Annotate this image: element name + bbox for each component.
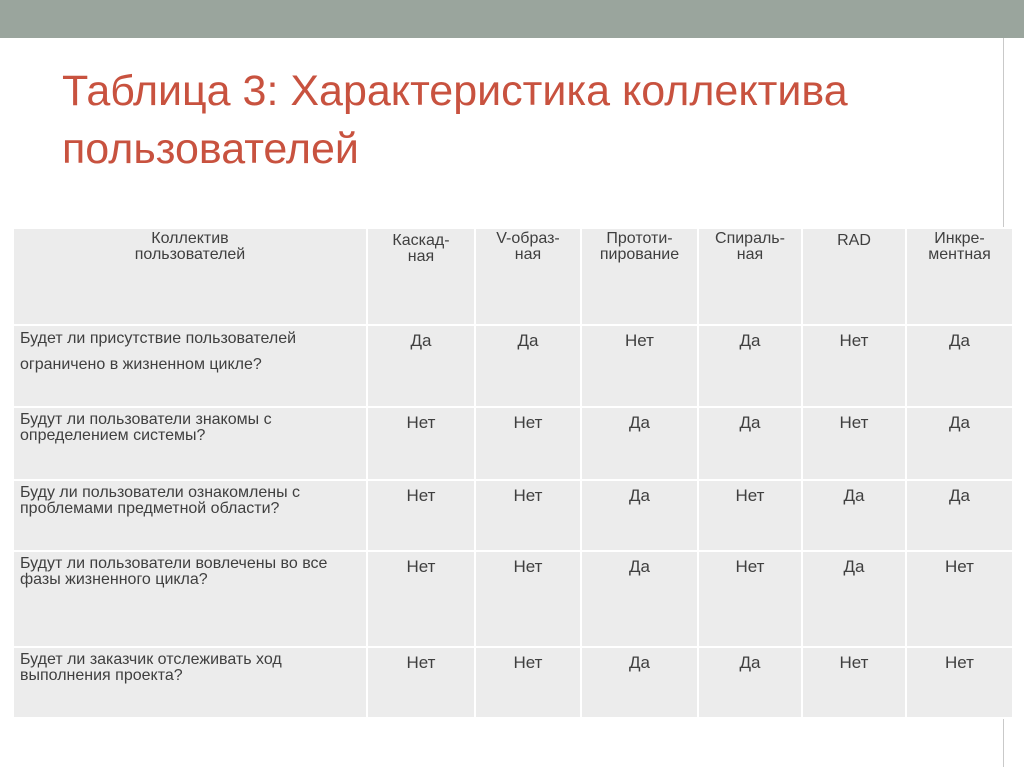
col-header-spiral-line-1: Спираль- bbox=[715, 230, 785, 247]
answer-cell: Нет bbox=[475, 647, 581, 718]
answer-cell: Нет bbox=[802, 325, 906, 407]
answer-cell: Да bbox=[906, 325, 1013, 407]
row-question: Будет ли заказчик отслеживать ход выполнения проекта? bbox=[13, 647, 367, 718]
answer-cell: Нет bbox=[698, 551, 802, 647]
answer-cell: Нет bbox=[906, 647, 1013, 718]
answer-cell: Да bbox=[581, 480, 698, 551]
table-row bbox=[13, 407, 1013, 480]
answer-cell: Нет bbox=[367, 407, 475, 480]
col-header-spiral bbox=[698, 228, 802, 325]
col-header-rad-line-1: RAD bbox=[837, 232, 871, 249]
table-container bbox=[12, 227, 1014, 719]
answer-cell: Нет bbox=[367, 647, 475, 718]
user-characteristics-table bbox=[12, 227, 1014, 719]
answer-cell: Да bbox=[698, 407, 802, 480]
col-header-prototyping bbox=[581, 228, 698, 325]
answer-cell: Да bbox=[906, 407, 1013, 480]
top-accent-bar bbox=[0, 0, 1024, 38]
col-header-cascade-line-1: Каскад- bbox=[392, 232, 450, 249]
answer-cell: Да bbox=[581, 551, 698, 647]
slide-title-line-1: Таблица 3: Характеристика коллектива bbox=[62, 67, 848, 115]
table-row bbox=[13, 647, 1013, 718]
header-row bbox=[13, 228, 1013, 325]
col-header-incremental-line-1: Инкре- bbox=[934, 230, 985, 247]
answer-cell: Нет bbox=[367, 551, 475, 647]
col-header-spiral-line-2: ная bbox=[736, 246, 764, 263]
col-header-v-model-line-1: V-образ- bbox=[496, 230, 560, 247]
row-question: Будут ли пользователи вовлечены во все фазы жизненного цикла? bbox=[13, 551, 367, 647]
answer-cell: Нет bbox=[581, 325, 698, 407]
row-question: Буду ли пользователи ознакомлены с проблемами предметной области? bbox=[13, 480, 367, 551]
answer-cell: Нет bbox=[475, 407, 581, 480]
corner-header-line-2: пользователей bbox=[134, 246, 246, 263]
col-header-incremental-line-2: ментная bbox=[928, 246, 991, 263]
col-header-rad bbox=[802, 228, 906, 325]
col-header-v-model-line-2: ная bbox=[514, 246, 542, 263]
answer-cell: Нет bbox=[698, 480, 802, 551]
answer-cell: Да bbox=[475, 325, 581, 407]
answer-cell: Да bbox=[802, 480, 906, 551]
table-row bbox=[13, 551, 1013, 647]
answer-cell: Нет bbox=[802, 407, 906, 480]
col-header-prototyping-line-2: пирование bbox=[599, 246, 680, 263]
answer-cell: Да bbox=[802, 551, 906, 647]
answer-cell: Нет bbox=[475, 551, 581, 647]
row-question: Будет ли присутствие пользователей ограничено в жизненном цикле? bbox=[13, 325, 367, 407]
answer-cell: Да bbox=[698, 647, 802, 718]
col-header-cascade-line-2: ная bbox=[407, 248, 435, 265]
slide-title-line-2: пользователей bbox=[62, 125, 359, 173]
answer-cell: Нет bbox=[367, 480, 475, 551]
answer-cell: Да bbox=[698, 325, 802, 407]
answer-cell: Да bbox=[906, 480, 1013, 551]
slide-title bbox=[62, 62, 982, 178]
table-row bbox=[13, 480, 1013, 551]
corner-header-line-1: Коллектив bbox=[151, 230, 229, 247]
answer-cell: Нет bbox=[475, 480, 581, 551]
answer-cell: Да bbox=[367, 325, 475, 407]
col-header-prototyping-line-1: Прототи- bbox=[606, 230, 673, 247]
answer-cell: Да bbox=[581, 647, 698, 718]
answer-cell: Да bbox=[581, 407, 698, 480]
col-header-v-model bbox=[475, 228, 581, 325]
col-header-cascade bbox=[367, 228, 475, 325]
row-question: Будут ли пользователи знакомы с определением системы? bbox=[13, 407, 367, 480]
col-header-incremental bbox=[906, 228, 1013, 325]
corner-header-cell bbox=[13, 228, 367, 325]
answer-cell: Нет bbox=[906, 551, 1013, 647]
answer-cell: Нет bbox=[802, 647, 906, 718]
table-row bbox=[13, 325, 1013, 407]
